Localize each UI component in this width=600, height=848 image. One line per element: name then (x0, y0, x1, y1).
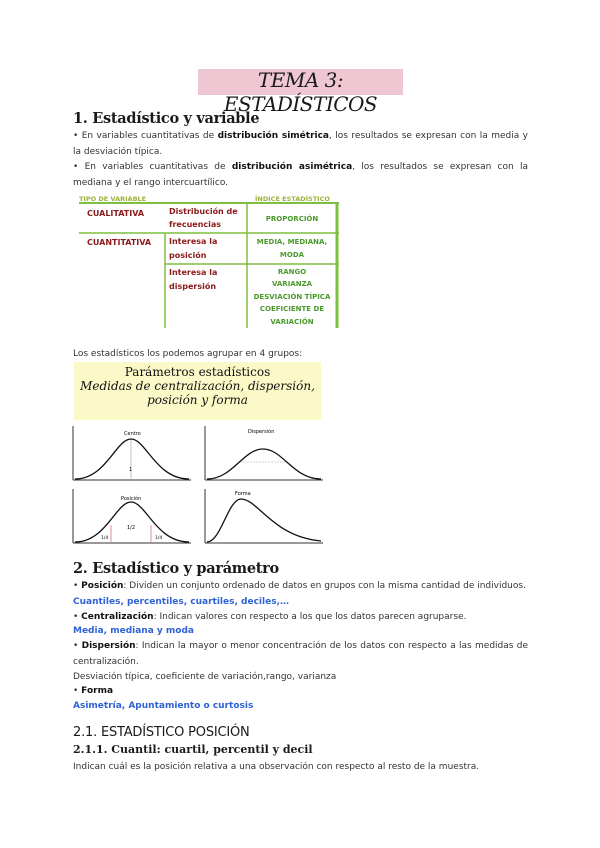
graph-posicion-label: Posición (121, 496, 142, 502)
forma-text: • Forma (73, 686, 114, 696)
posicion-text: • Posición: Dividen un conjunto ordenado de datos en grupos con la misma cantidad de individuos. (73, 581, 526, 591)
table-row2-type: CUANTITATIVA (87, 238, 152, 247)
graph-centro-label: Centro (124, 431, 141, 437)
table-row3-index: RANGO VARIANZA DESVIACIÓN TÍPICA COEFICIENTE DE VARIACIÓN (253, 268, 331, 326)
graph-dispersion (203, 424, 325, 482)
section1-heading: 1. Estadístico y variable (73, 110, 260, 127)
table-row2-mid: Interesa la posición (169, 237, 218, 260)
forma-examples: Asimetría, Apuntamiento o curtosis (73, 701, 254, 711)
graph-posicion (71, 487, 193, 545)
graph-forma (203, 487, 325, 545)
graph-centro-mark: 1 (129, 467, 133, 473)
graph-posicion-right: 1/4 (155, 536, 163, 541)
parameters-title: Parámetros estadísticos (124, 365, 271, 379)
graph-posicion-left: 1/4 (101, 536, 109, 541)
table-row1-mid: Distribución de frecuencias (169, 207, 238, 229)
groups-text: Los estadísticos los podemos agrupar en 4 grupos: (73, 349, 303, 359)
centralizacion-text: • Centralización: Indican valores con respecto a los que los datos parecen agruparse. (73, 612, 467, 622)
section2-heading: 2. Estadístico y parámetro (73, 560, 279, 577)
section211-text: Indican cuál es la posición relativa a una observación con respecto al resto de la muestra. (73, 762, 480, 772)
section21-heading: 2.1. ESTADÍSTICO POSICIÓN (73, 725, 250, 740)
table-row1-type: CUALITATIVA (87, 209, 145, 218)
graph-centro (71, 424, 193, 482)
section1-para2: • En variables cuantitativas de distribución asimétrica, los resultados se expresan con la mediana y el rango intercuartílico. (73, 162, 529, 188)
parameters-line2: posición y forma (147, 393, 248, 407)
parameters-box (74, 362, 321, 420)
graph-posicion-mid: 1/2 (127, 525, 136, 531)
table-col3-header: ÍNDICE ESTADÍSTICO (255, 195, 330, 203)
section211-heading: 2.1.1. Cuantil: cuartil, percentil y decil (73, 743, 313, 756)
parameters-line1: Medidas de centralización, dispersión, (80, 379, 315, 393)
posicion-examples: Cuantiles, percentiles, cuartiles, deciles,… (73, 597, 289, 607)
variable-table (77, 190, 339, 328)
dispersion-text: • Dispersión: Indican la mayor o menor concentración de los datos con respecto a las medidas de centralización. (73, 641, 528, 667)
graph-forma-label: Forma (235, 491, 251, 497)
section1-para1: • En variables cuantitativas de distribución simétrica, los resultados se expresan con la media y la desviación típica. (73, 131, 528, 157)
dispersion-examples: Desviación típica, coeficiente de variación,rango, varianza (73, 672, 337, 682)
table-row2-index: MEDIA, MEDIANA, MODA (256, 238, 328, 259)
table-row3-mid: Interesa la dispersión (169, 268, 218, 291)
graph-dispersion-label: Dispersión (248, 429, 275, 435)
centralizacion-examples: Media, mediana y moda (73, 626, 194, 636)
table-col1-header: TIPO DE VARIABLE (79, 195, 147, 203)
table-row1-index: PROPORCIÓN (265, 215, 319, 223)
page-title: TEMA 3: ESTADÍSTICOS (223, 68, 378, 116)
